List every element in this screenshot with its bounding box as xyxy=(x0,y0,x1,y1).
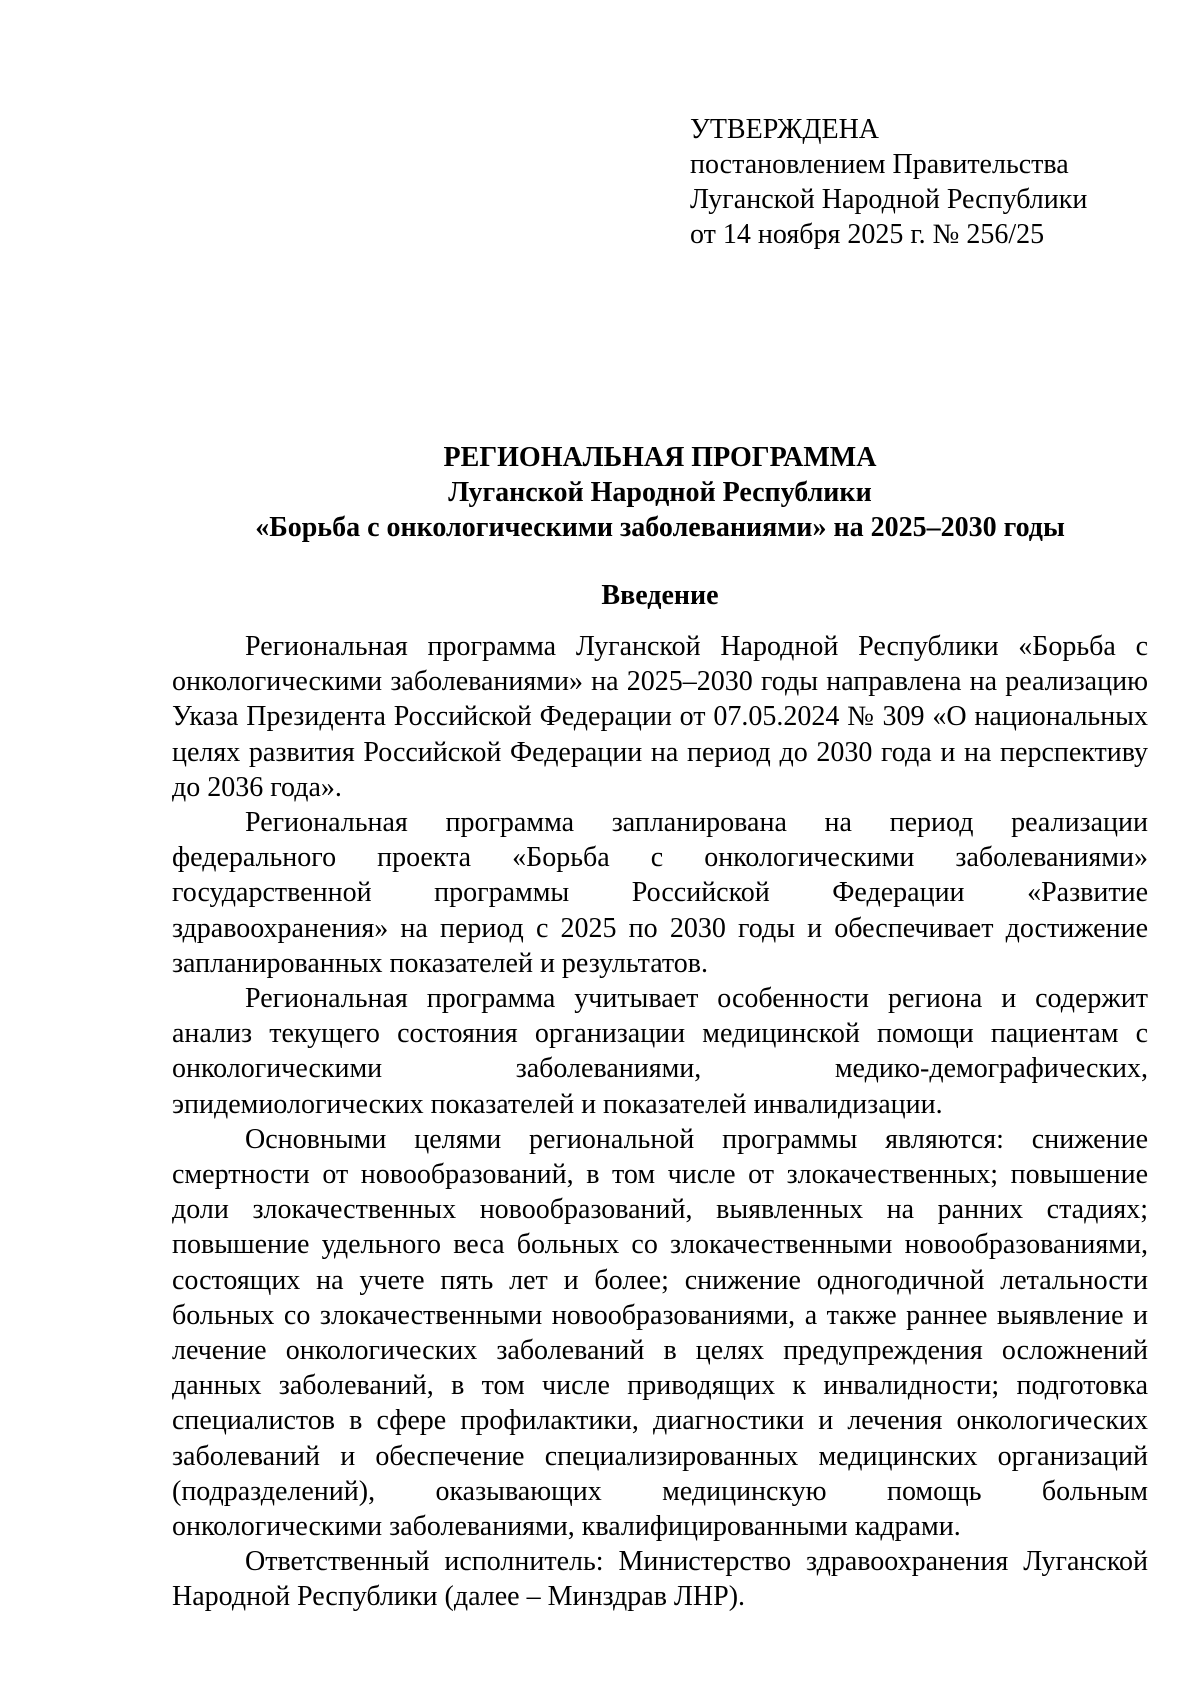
title-line-region: Луганской Народной Республики xyxy=(448,477,872,508)
approval-date-number: от 14 ноября 2025 г. № 256/25 xyxy=(690,219,1045,250)
introduction-body xyxy=(172,629,1148,1615)
approval-authority: Луганской Народной Республики xyxy=(690,184,1088,215)
paragraph: Региональная программа запланирована на период реализации федерального проекта «Борьба с онкологическими заболеваниями» государственной программы Российской Федерации «Развитие здравоохранения» на период с 2025 по 2030 годы и обеспечивает достижение запланированных показателей и результатов. xyxy=(172,807,1148,979)
section-heading-introduction: Введение xyxy=(601,580,719,611)
title-line-program: РЕГИОНАЛЬНАЯ ПРОГРАММА xyxy=(443,442,877,473)
approval-stamp xyxy=(690,112,1150,252)
paragraph: Региональная программа Луганской Народной Республики «Борьба с онкологическими заболеваниями» на 2025–2030 годы направлена на реализацию Указа Президента Российской Федерации от 07.05.2024 № 309 «О национальных целях развития Российской Федерации на период до 2030 года и на перспективу до 2036 года». xyxy=(172,631,1148,803)
paragraph: Ответственный исполнитель: Министерство здравоохранения Луганской Народной Республики (далее – Минздрав ЛНР). xyxy=(172,1546,1148,1613)
document-title xyxy=(170,440,1150,545)
approval-issuer: постановлением Правительства xyxy=(690,149,1069,180)
paragraph: Основными целями региональной программы являются: снижение смертности от новообразований, в том числе от злокачественных; повышение доли злокачественных новообразований, выявленных на ранних стадиях; повышение удельного веса больных со злокачественными новообразованиями, состоящих на учете пять лет и более; снижение одногодичной летальности больных со злокачественными новообразованиями, а также раннее выявление и лечение онкологических заболеваний в целях предупреждения осложнений данных заболеваний, в том числе приводящих к инвалидности; подготовка специалистов в сфере профилактики, диагностики и лечения онкологических заболеваний и обеспечение специализированных медицинских организаций (подразделений), оказывающих медицинскую помощь больным онкологическими заболеваниями, квалифицированными кадрами. xyxy=(172,1123,1148,1543)
approval-status: УТВЕРЖДЕНА xyxy=(690,114,880,145)
paragraph: Региональная программа учитывает особенности региона и содержит анализ текущего состояния организации медицинской помощи пациентам с онкологическими заболеваниями, медико-демографических, эпидемиологических показателей и показателей инвалидизации. xyxy=(172,983,1148,1120)
title-line-name: «Борьба с онкологическими заболеваниями» на 2025–2030 годы xyxy=(255,512,1065,543)
